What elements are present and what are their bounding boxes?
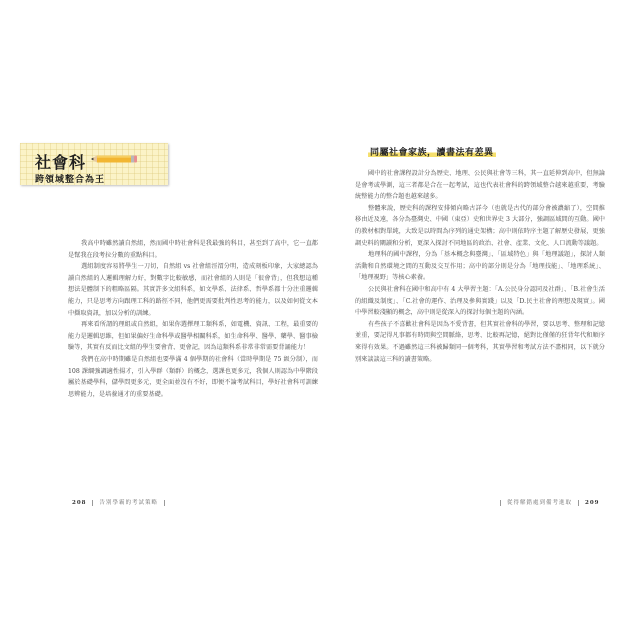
section-title	[368, 145, 496, 158]
left-paragraph: 我們在高中時期雖是自然組也要學滿 4 個學期的社會科（當時學期是 75 級分制），而 108 課綱強調適性揚才，引入學群（類群）的概念，選課也更多元，我個人則認為中學階段屬於基礎學科，儲學問更多元，更全面並沒有不好，即便不論考試科目，學好社會科可訓練思辨能力，是培養通才的重要基礎。	[68, 355, 318, 398]
chapter-subtitle: 跨領域整合為王	[35, 175, 106, 185]
right-paragraph: 國中的社會課程設計分為歷史、地理、公民與社會等三科，其一直延伸到高中，但無論是會考或學測，這三者都是合在一起考試，這也代表社會科的跨領域整合越來越重要，考驗統整能力的整合題也越來越多。	[355, 170, 605, 201]
right-body	[355, 168, 605, 365]
right-paragraph: 整體來說，歷史科的課程安排傾向略古詳今（也就是古代的部分會被濃縮了），空間推移由近及遠，各分為臺灣史、中國（東亞）史和世界史 3 大部分，強調區域間的互動。國中的教材相對單純，大致是以時間為序列的通史架構；高中則依時序主題了解歷史發展，更強調史料的闡讀和分析，更深入探討不同地區的政治、社會、產業、文化、人口流動等議題。	[355, 204, 605, 247]
left-paragraph: 再來看所謂的理組或自然組，如果你選擇理工類科系，如電機、資訊、工程，最重要的能力是邏輯思維，但如果偏好生命科學或醫學相關科系，如生命科學、醫學、藥學、醫事檢驗等，其實有反而比文組的學生要會背、更會記，因為這類科系非常非常需要背誦能力！	[68, 321, 318, 352]
right-folio	[494, 498, 600, 506]
right-paragraph: 有些孩子不喜歡社會科是因為不愛背書，但其實社會科的學習，要以思考、整理和記憶並重，要記得凡事都有時間與空間脈絡，思考、比較再記憶，絕對比僅僅的狂背年代和順序來得有效果。不過雖然這三科被歸類同一個考科，其實學習和考試方法不盡相同，以下就分別來談談這三科的讀書策略。	[355, 320, 605, 363]
chapter-title: 社會科	[35, 153, 87, 172]
page-number: 209	[585, 500, 600, 506]
right-paragraph: 公民與社會科在國中和高中有 4 大學習主題：「A.公民身分認同及社群」、「B.社會生活的組織及制度」、「C.社會的運作、治理及參與實踐」以及「D.民主社會的理想及現實」。國中學習較淺顯的概念，高中則是從深入的探討每個主題的內涵。	[355, 285, 605, 317]
page-number: 208	[72, 500, 87, 506]
left-paragraph: 我高中時雖然讀自然組，然而國中時社會科是我最強的科目，甚至到了高中，它一直都是幫我在段考拉分數的重點科目。	[68, 240, 318, 259]
running-head: 從得解錯處到備考進取	[507, 500, 573, 506]
left-paragraph: 選組制度容易將學生一刀切，自然組 vs 社會組涇渭分明，造成刻板印象，大家總認為讀自然組的人邏輯理解力好，對數字比較敏感，而社會組的人則是「很會背」，但我想這種想法是體制下的粗略區隔。其實許多文組科系，如文學系、法律系、哲學系都十分注重邏輯能力，只是思考方向跟理工科的路徑不同，他們更需要批判性思考的能力，以及如何從文本中擷取資訊，加以分析的訓練。	[68, 263, 318, 317]
pencil-icon	[91, 154, 137, 164]
running-head: 告別學霸的考試策略	[99, 500, 158, 506]
left-folio	[72, 498, 171, 506]
section-title-text: 同屬社會家族，讀書法有差異	[370, 148, 494, 158]
left-body	[68, 238, 318, 400]
right-paragraph: 地理科的國中課程，分為「基本概念與臺灣」、「區域特色」與「地理議題」，探討人類活動和自然環境之間的互動及交互作用；高中的部分則是分為「地理技能」、「地理系統」、「地理視野」等核心素養。	[355, 251, 605, 282]
